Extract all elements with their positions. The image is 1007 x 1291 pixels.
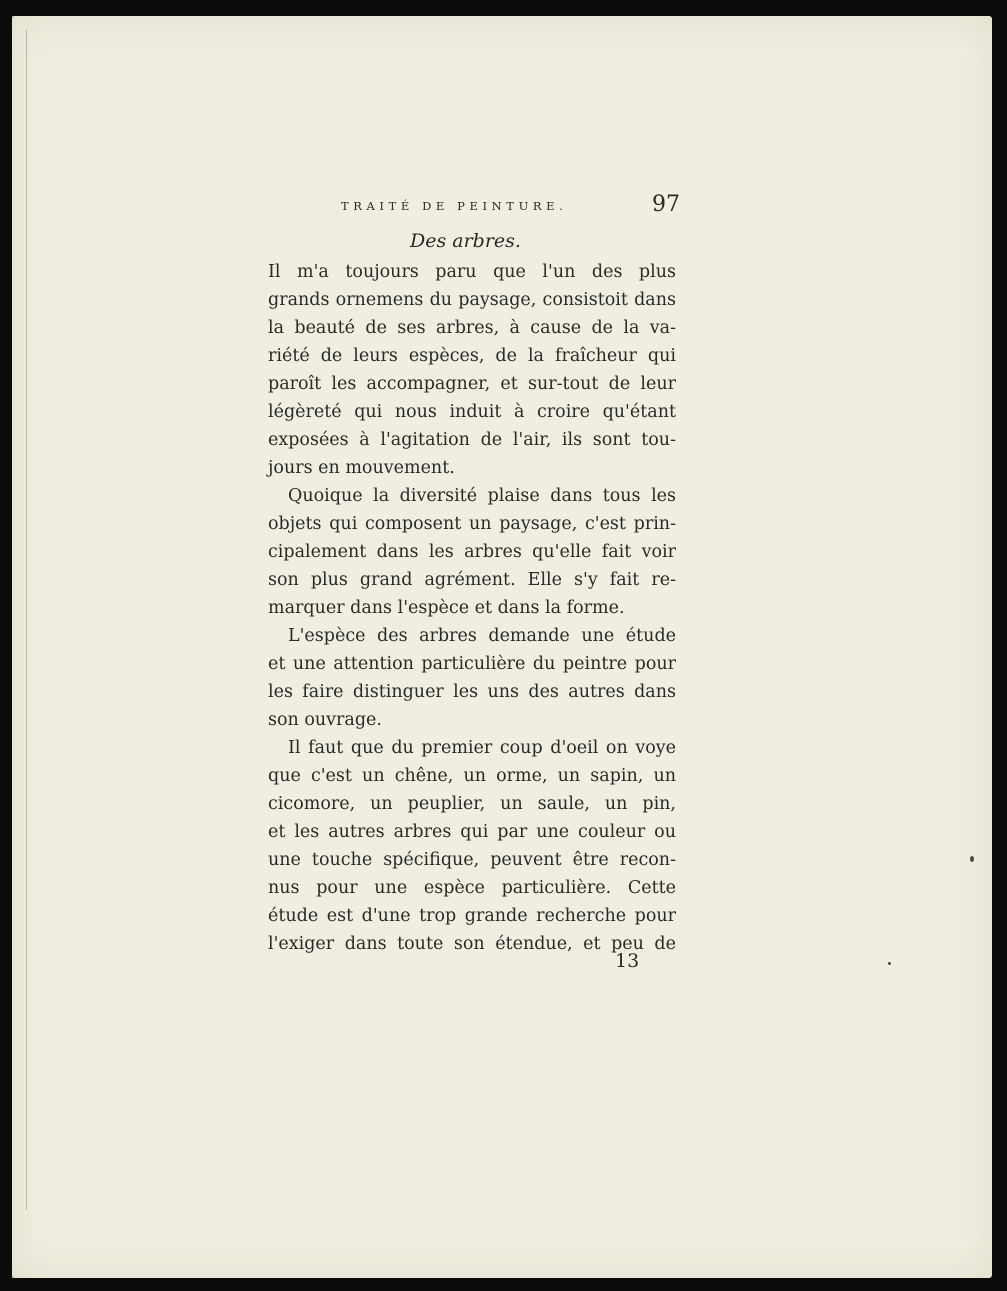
paper-speck xyxy=(970,856,974,862)
body-line: marquer dans l'espèce et dans la forme. xyxy=(268,598,625,618)
body-line: L'espèce des arbres demande une étude xyxy=(288,626,676,646)
body-line: une touche spécifique, peuvent être recon- xyxy=(268,850,676,870)
body-line: grands ornemens du paysage, consistoit dans xyxy=(268,290,676,310)
body-line: que c'est un chêne, un orme, un sapin, un xyxy=(268,766,676,786)
body-line: et les autres arbres qui par une couleur ou xyxy=(268,822,676,842)
body-line: et une attention particulière du peintre pour xyxy=(268,654,676,674)
body-line: Il m'a toujours paru que l'un des plus xyxy=(268,262,676,282)
section-title: Des arbres. xyxy=(410,230,521,252)
running-head: TRAITÉ DE PEINTURE. xyxy=(341,199,568,213)
body-line: son plus grand agrément. Elle s'y fait re- xyxy=(268,570,676,590)
body-line: jours en mouvement. xyxy=(268,458,455,478)
paper-speck xyxy=(888,962,891,965)
body-line: l'exiger dans toute son étendue, et peu de xyxy=(268,934,676,954)
body-line: les faire distinguer les uns des autres dans xyxy=(268,682,676,702)
body-line: légèreté qui nous induit à croire qu'étant xyxy=(268,402,676,422)
body-line: riété de leurs espèces, de la fraîcheur qui xyxy=(268,346,676,366)
body-line: cicomore, un peuplier, un saule, un pin, xyxy=(268,794,676,814)
gutter-crease xyxy=(26,30,27,1210)
signature-mark: 13 xyxy=(615,950,640,972)
body-line: nus pour une espèce particulière. Cette xyxy=(268,878,676,898)
page-number: 97 xyxy=(652,192,680,217)
body-line: Quoique la diversité plaise dans tous les xyxy=(288,486,676,506)
body-line: cipalement dans les arbres qu'elle fait voir xyxy=(268,542,676,562)
body-line: la beauté de ses arbres, à cause de la va- xyxy=(268,318,676,338)
body-line: exposées à l'agitation de l'air, ils sont tou- xyxy=(268,430,676,450)
body-line: paroît les accompagner, et sur-tout de leur xyxy=(268,374,676,394)
body-line: objets qui composent un paysage, c'est prin- xyxy=(268,514,676,534)
body-line: son ouvrage. xyxy=(268,710,382,730)
body-line: étude est d'une trop grande recherche pour xyxy=(268,906,676,926)
body-line: Il faut que du premier coup d'oeil on voye xyxy=(288,738,676,758)
